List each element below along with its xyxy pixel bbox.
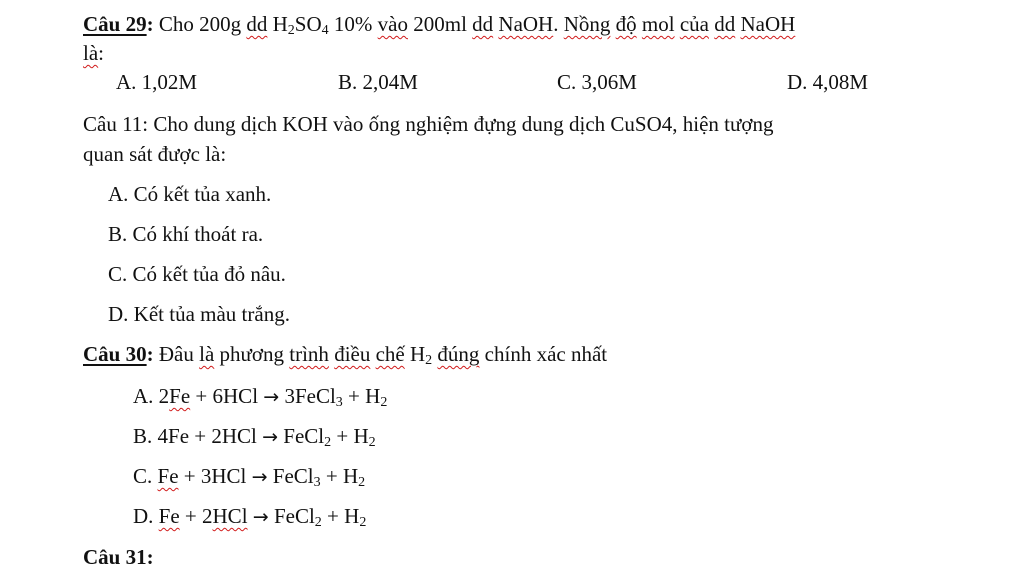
spell-mol: mol bbox=[641, 12, 675, 36]
question-30-option-b: B. 4Fe + 2HCl → FeCl$_2$ + $H_2$ bbox=[133, 424, 376, 450]
spell-naoh: NaOH bbox=[498, 12, 554, 36]
question-30-label: Câu 30 bbox=[83, 342, 147, 366]
spell-dieu: điều bbox=[334, 342, 371, 366]
right-arrow-icon: → bbox=[262, 426, 279, 448]
right-arrow-icon: → bbox=[252, 506, 269, 528]
question-30-option-a: A. 2Fe + 6HCl → 3FeCl$_3$ + $H_2$ bbox=[133, 384, 388, 410]
spell-fe: Fe bbox=[158, 504, 180, 528]
question-31-label: Câu 31: bbox=[83, 545, 154, 569]
spell-la: là bbox=[199, 342, 215, 366]
question-11-option-d: D. Kết tủa màu trắng. bbox=[108, 302, 290, 326]
question-29-option-d: D. 4,08M bbox=[787, 70, 869, 94]
question-11-line-1: Câu 11: Cho dung dịch KOH vào ống nghiệm đựng dung dịch CuSO4, hiện tượng bbox=[83, 112, 774, 136]
spell-fe: Fe bbox=[157, 464, 179, 488]
question-30-line: Câu 30: Đâu là phương trình điều chế $H_2$ đúng chính xác nhất bbox=[83, 342, 608, 368]
spell-dd: dd bbox=[714, 12, 736, 36]
question-11-option-c: C. Có kết tủa đỏ nâu. bbox=[108, 262, 286, 286]
spell-trinh: trình bbox=[289, 342, 329, 366]
spell-dd: dd bbox=[246, 12, 268, 36]
spell-vao: vào bbox=[377, 12, 408, 36]
spell-dd: dd bbox=[472, 12, 494, 36]
question-30-option-c: C. Fe + 3HCl → FeCl$_3$ + $H_2$ bbox=[133, 464, 366, 490]
question-11-option-a: A. Có kết tủa xanh. bbox=[108, 182, 272, 206]
question-29-option-a: A. 1,02M bbox=[116, 70, 198, 94]
spell-la: là bbox=[83, 41, 99, 65]
question-29-option-b: B. 2,04M bbox=[338, 70, 418, 94]
question-29-line-1: Câu 29: Cho 200g dd $H_2SO_4$ 10% vào 200ml dd NaOH. Nồng độ mol của dd NaOH bbox=[83, 12, 796, 38]
spell-fe: Fe bbox=[169, 384, 191, 408]
spell-che: chế bbox=[375, 342, 405, 366]
spell-naoh: NaOH bbox=[740, 12, 796, 36]
right-arrow-icon: → bbox=[251, 466, 268, 488]
spell-do: độ bbox=[615, 12, 637, 36]
question-29-label: Câu 29 bbox=[83, 12, 147, 36]
question-30-option-d: D. Fe + 2HCl → FeCl$_2$ + $H_2$ bbox=[133, 504, 367, 530]
spell-nong: Nồng bbox=[563, 12, 611, 36]
question-11-option-b: B. Có khí thoát ra. bbox=[108, 222, 264, 246]
question-11-line-2: quan sát được là: bbox=[83, 142, 227, 166]
question-29-option-c: C. 3,06M bbox=[557, 70, 637, 94]
spell-cua: của bbox=[679, 12, 709, 36]
question-29-line-2: là: bbox=[83, 41, 104, 65]
spell-hcl: HCl bbox=[212, 504, 248, 528]
right-arrow-icon: → bbox=[263, 386, 280, 408]
spell-dung: đúng bbox=[437, 342, 480, 366]
